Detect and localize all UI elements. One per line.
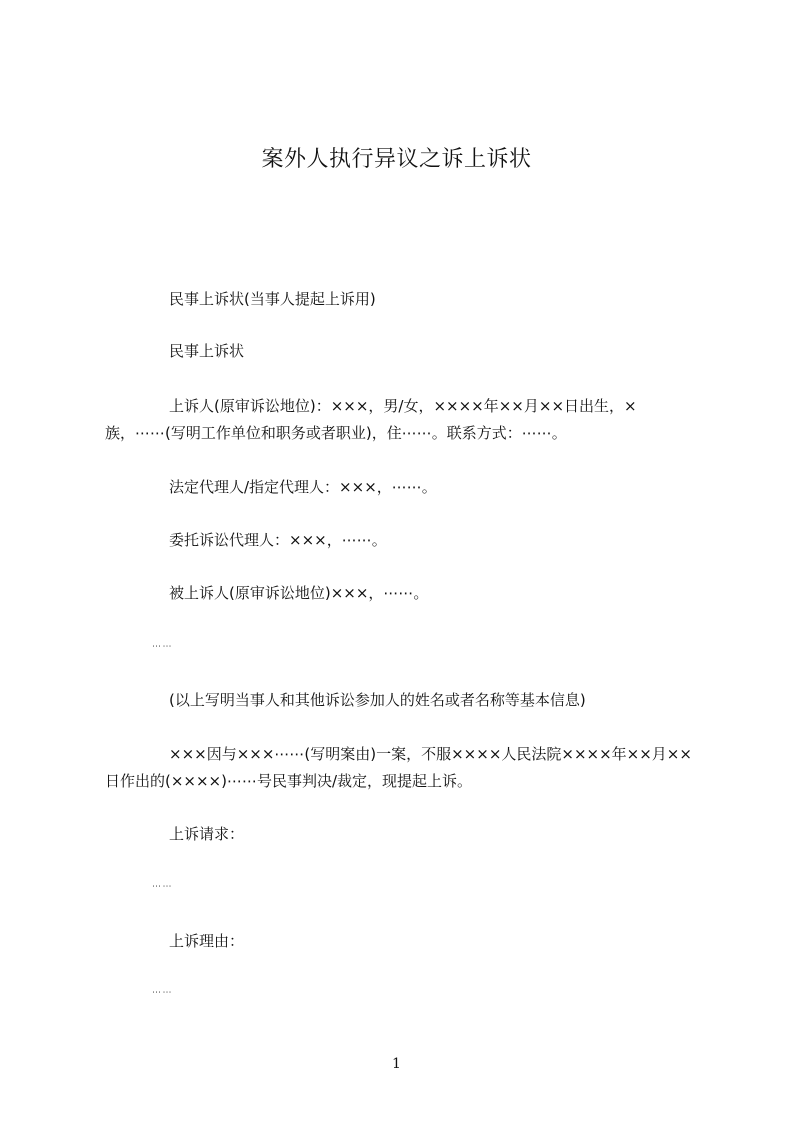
paragraph-legal-agent: 法定代理人/指定代理人：×××，⋯⋯。	[169, 478, 437, 496]
paragraph-appellant: 上诉人(原审诉讼地位)：×××，男/女，××××年××月××日出生，×族，⋯⋯(写明工作单位和职务或者职业)，住⋯⋯。联系方式：⋯⋯。	[105, 397, 637, 442]
paragraph-note: (以上写明当事人和其他诉讼参加人的姓名或者名称等基本信息)	[169, 691, 586, 709]
ellipsis-1: ⋯⋯	[152, 642, 173, 652]
ellipsis-3: ⋯⋯	[152, 988, 173, 998]
paragraph-heading-usage: 民事上诉状(当事人提起上诉用)	[169, 290, 376, 308]
paragraph-claims-label: 上诉请求：	[169, 825, 245, 843]
paragraph-reasons-label: 上诉理由：	[169, 932, 245, 950]
paragraph-case-statement: ×××因与×××⋯⋯(写明案由)一案，不服××××人民法院××××年××月××日作出的(××××)⋯⋯号民事判决/裁定，现提起上诉。	[105, 745, 692, 790]
ellipsis-2: ⋯⋯	[152, 882, 173, 892]
paragraph-appellee: 被上诉人(原审诉讼地位)×××，⋯⋯。	[169, 584, 429, 602]
page-number: 1	[392, 1056, 401, 1072]
document-title: 案外人执行异议之诉上诉状	[261, 147, 532, 172]
paragraph-heading: 民事上诉状	[169, 342, 245, 360]
paragraph-entrusted-agent: 委托诉讼代理人：×××，⋯⋯。	[169, 531, 387, 549]
